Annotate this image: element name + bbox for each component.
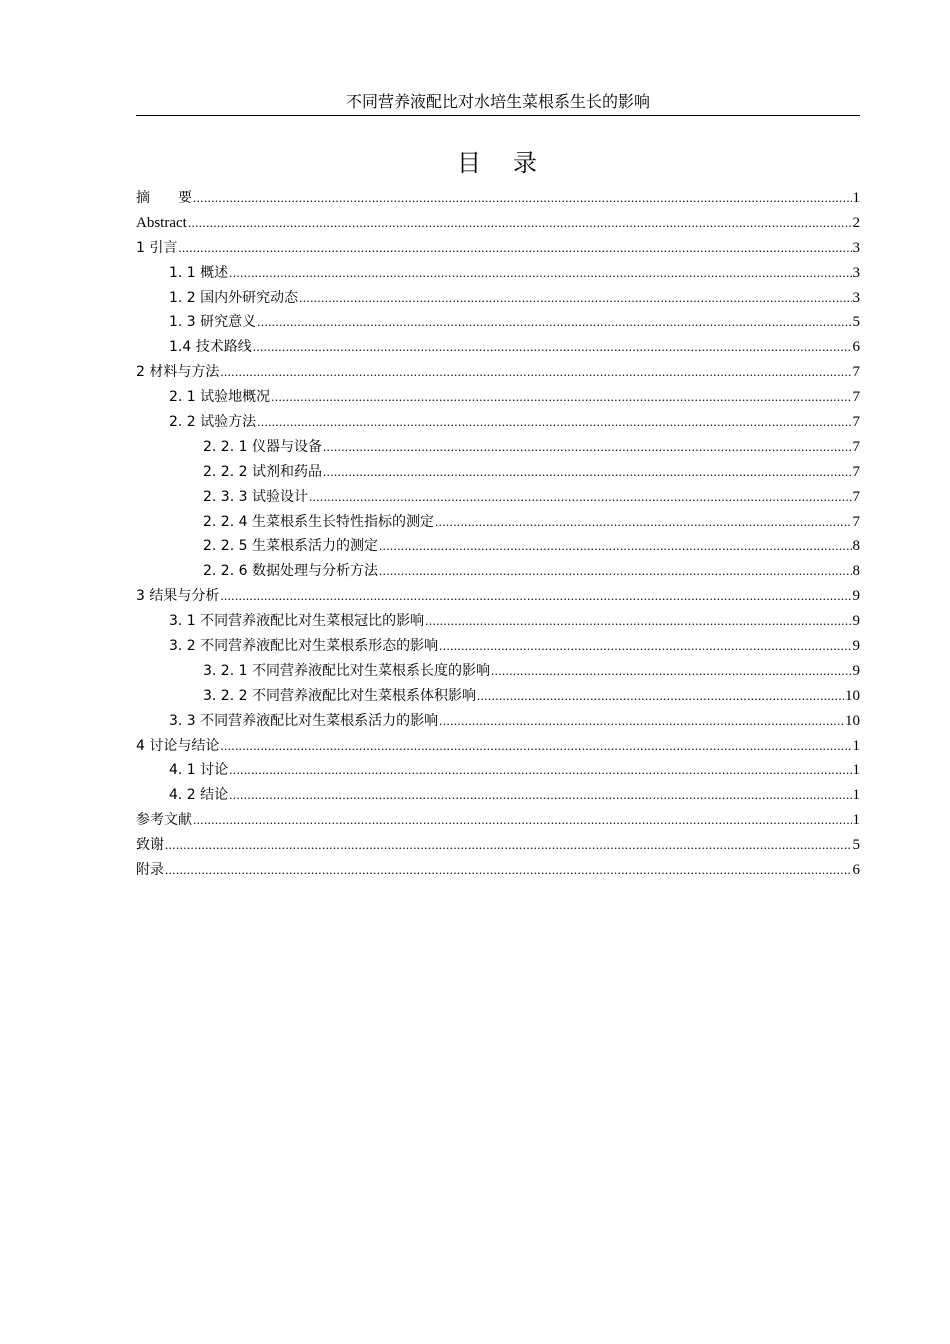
toc-entry-label: 2. 3. 3 试验设计: [203, 488, 308, 505]
toc-entry-page: 8: [852, 563, 860, 580]
toc-dot-leader: [253, 335, 852, 360]
toc-dot-leader: [435, 510, 852, 535]
toc-dot-leader: [220, 734, 851, 759]
toc-entry-page: 3: [852, 289, 860, 306]
toc-entry-label: 3. 2 不同营养液配比对生菜根系形态的影响: [169, 638, 439, 655]
toc-dot-leader: [491, 659, 852, 684]
toc-dot-leader: [379, 534, 852, 559]
toc-entry-page: 3: [852, 264, 860, 281]
toc-entry-label: 1. 2 国内外研究动态: [169, 289, 299, 306]
toc-entry-page: 7: [852, 414, 860, 431]
toc-dot-leader: [299, 286, 851, 311]
toc-dot-leader: [257, 310, 851, 335]
toc-entry-page: 5: [852, 837, 860, 854]
toc-entry[interactable]: [136, 833, 860, 858]
toc-entry-page: 1: [852, 190, 860, 206]
toc-entry-label: 致谢: [136, 837, 164, 854]
toc-entry-page: 1: [852, 812, 860, 829]
toc-dot-leader: [165, 833, 852, 858]
toc-entry-label: 3. 3 不同营养液配比对生菜根系活力的影响: [169, 712, 439, 729]
toc-entry-page: 10: [845, 712, 860, 729]
toc-entry-page: 1: [852, 762, 860, 779]
toc-dot-leader: [165, 858, 852, 883]
toc-entry[interactable]: [136, 534, 860, 559]
running-header: [136, 90, 860, 116]
toc-entry-label: 2 材料与方法: [136, 364, 220, 381]
toc-entry[interactable]: [136, 335, 860, 360]
toc-entry[interactable]: [136, 609, 860, 634]
toc-title-part1: 目: [457, 149, 483, 177]
toc-entry-page: 7: [852, 438, 860, 455]
toc-entry-page: 1: [852, 737, 860, 754]
toc-entry[interactable]: [136, 310, 860, 335]
toc-dot-leader: [178, 236, 851, 261]
toc-entry-label: 附录: [136, 862, 164, 879]
toc-entry[interactable]: [136, 858, 860, 883]
toc-dot-leader: [188, 211, 852, 236]
toc-entry[interactable]: [136, 385, 860, 410]
toc-dot-leader: [309, 485, 852, 510]
toc-dot-leader: [229, 261, 851, 286]
toc-dot-leader: [193, 186, 852, 211]
toc-entry-page: 9: [852, 613, 860, 630]
toc-entry-label: 4 讨论与结论: [136, 737, 220, 754]
toc-entry[interactable]: [136, 634, 860, 659]
toc-entry-label: 摘 要: [136, 190, 192, 206]
toc-entry-label: 3 结果与分析: [136, 588, 220, 605]
toc-entry-page: 9: [852, 662, 860, 679]
toc-entry[interactable]: [136, 435, 860, 460]
toc-dot-leader: [439, 709, 844, 734]
toc-dot-leader: [323, 435, 852, 460]
toc-entry-label: 1. 3 研究意义: [169, 314, 257, 331]
toc-entry-page: 9: [852, 588, 860, 605]
toc-dot-leader: [323, 460, 852, 485]
toc-dot-leader: [220, 360, 851, 385]
toc-entry[interactable]: [136, 559, 860, 584]
toc-entry-label: 4. 1 讨论: [169, 762, 229, 779]
toc-entry[interactable]: [136, 783, 860, 808]
toc-entry-page: 3: [852, 239, 860, 256]
toc-entry-page: 2: [852, 214, 860, 231]
toc-entry[interactable]: [136, 286, 860, 311]
toc-entry-page: 7: [852, 488, 860, 505]
toc-entry[interactable]: [136, 659, 860, 684]
toc-list: [136, 186, 860, 883]
toc-entry[interactable]: [136, 186, 860, 211]
toc-entry-page: 7: [852, 463, 860, 480]
toc-entry[interactable]: [136, 510, 860, 535]
toc-entry-page: 7: [852, 389, 860, 406]
toc-dot-leader: [477, 684, 844, 709]
toc-dot-leader: [220, 584, 851, 609]
toc-entry[interactable]: [136, 584, 860, 609]
toc-entry[interactable]: [136, 709, 860, 734]
toc-entry-page: 9: [852, 638, 860, 655]
toc-entry-label: 2. 2 试验方法: [169, 414, 257, 431]
toc-title: [136, 146, 860, 180]
toc-entry-label: 2. 2. 1 仪器与设备: [203, 438, 322, 455]
toc-entry[interactable]: [136, 808, 860, 833]
toc-entry[interactable]: [136, 684, 860, 709]
toc-entry-label: 2. 2. 6 数据处理与分析方法: [203, 563, 378, 580]
toc-entry[interactable]: [136, 485, 860, 510]
toc-entry[interactable]: [136, 261, 860, 286]
toc-entry-label: 1.4 技术路线: [169, 339, 252, 356]
toc-entry-label: 2. 2. 5 生菜根系活力的测定: [203, 538, 378, 555]
toc-dot-leader: [229, 783, 851, 808]
toc-entry-label: 2. 1 试验地概况: [169, 389, 271, 406]
toc-entry-page: 10: [845, 687, 860, 704]
toc-entry-page: 7: [852, 513, 860, 530]
toc-dot-leader: [193, 808, 852, 833]
toc-entry-label: 参考文献: [136, 812, 192, 829]
toc-entry[interactable]: [136, 758, 860, 783]
toc-entry[interactable]: [136, 211, 860, 236]
toc-entry-label: 2. 2. 2 试剂和药品: [203, 463, 322, 480]
toc-entry[interactable]: [136, 734, 860, 759]
toc-entry[interactable]: [136, 460, 860, 485]
toc-entry-label: 4. 2 结论: [169, 787, 229, 804]
toc-entry-label: Abstract: [136, 214, 187, 231]
toc-title-part2: 录: [513, 149, 539, 177]
toc-entry[interactable]: [136, 236, 860, 261]
toc-entry-label: 1 引言: [136, 239, 178, 256]
toc-entry-label: 3. 1 不同营养液配比对生菜根冠比的影响: [169, 613, 425, 630]
toc-dot-leader: [257, 410, 851, 435]
toc-entry-page: 8: [852, 538, 860, 555]
toc-entry-label: 2. 2. 4 生菜根系生长特性指标的测定: [203, 513, 434, 530]
toc-entry-page: 1: [852, 787, 860, 804]
toc-entry[interactable]: [136, 360, 860, 385]
toc-entry-page: 6: [852, 339, 860, 356]
toc-entry[interactable]: [136, 410, 860, 435]
toc-dot-leader: [271, 385, 851, 410]
toc-dot-leader: [439, 634, 851, 659]
toc-entry-page: 5: [852, 314, 860, 331]
toc-entry-label: 1. 1 概述: [169, 264, 229, 281]
toc-entry-page: 7: [852, 364, 860, 381]
toc-entry-page: 6: [852, 862, 860, 879]
toc-entry-label: 3. 2. 2 不同营养液配比对生菜根系体积影响: [203, 687, 476, 704]
toc-dot-leader: [229, 758, 851, 783]
toc-entry-label: 3. 2. 1 不同营养液配比对生菜根系长度的影响: [203, 662, 490, 679]
running-header-title: 不同营养液配比对水培生菜根系生长的影响: [345, 92, 650, 111]
toc-dot-leader: [425, 609, 851, 634]
toc-dot-leader: [379, 559, 852, 584]
